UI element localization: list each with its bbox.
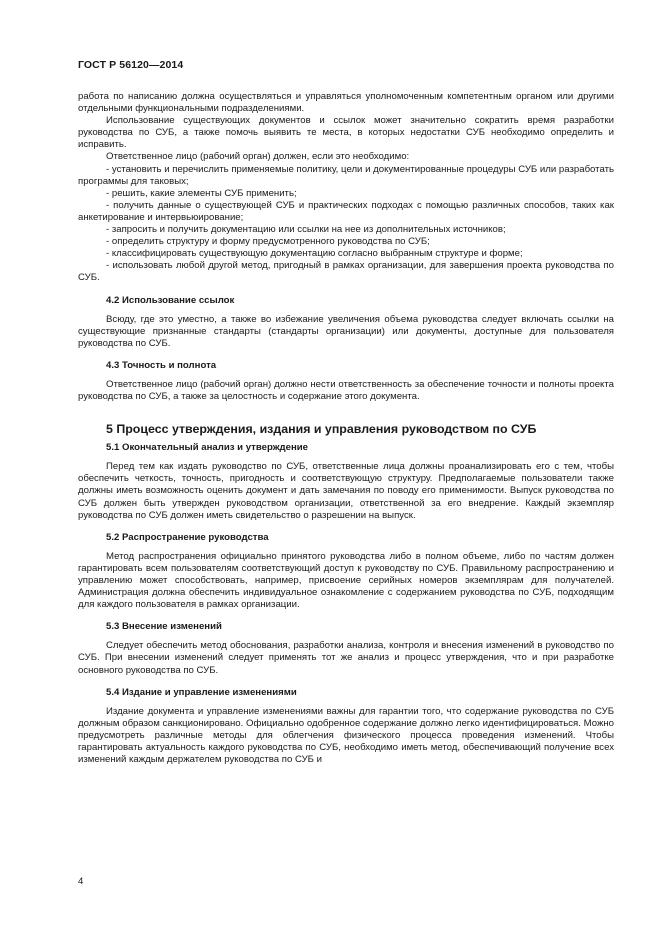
list-item: - определить структуру и форму предусмотренного руководства по СУБ; — [106, 236, 430, 248]
paragraph: Метод распространения официально принятого руководства либо в полном объеме, либо по частям должен гарантировать всем пользователям соответствующий доступ к руководству по СУБ. Правильному распространению и управлению может способствовать, например, присвоение серийных номеров экземплярам для получателей. Администрация должна обеспечить индивидуальное ознакомление с содержанием руководства по СУБ, подходящим для каждого пользователя в рамках организации. — [78, 550, 614, 611]
section-heading-5: 5 Процесс утверждения, издания и управления руководством по СУБ — [106, 422, 537, 437]
document-header: ГОСТ Р 56120—2014 — [78, 59, 184, 71]
section-heading-4-2: 4.2 Использование ссылок — [106, 294, 235, 306]
list-item: - использовать любой другой метод, пригодный в рамках организации, для завершения проекта руководства по СУБ. — [78, 260, 614, 284]
list-item: - получить данные о существующей СУБ и практических подходах с помощью различных способов, таких как анкетирование и интервьюирование; — [78, 199, 614, 223]
page-body — [78, 91, 614, 766]
paragraph: Ответственное лицо (рабочий орган) должен, если это необходимо: — [106, 151, 410, 163]
paragraph: Следует обеспечить метод обоснования, разработки анализа, контроля и внесения изменений в руководство по СУБ. При внесении изменений следует применять тот же анализ и процесс утверждения, что и при разработке основного руководства по СУБ. — [78, 640, 614, 676]
page-number: 4 — [78, 876, 84, 887]
section-heading-5-2: 5.2 Распространение руководства — [106, 531, 269, 543]
paragraph: Издание документа и управление изменениями важны для гарантии того, что содержание руководства по СУБ должным образом санкционировано. Официально одобренное содержание должно легко идентифицироваться. Можно предусмотреть различные методы для облегчения физического процесса проведения изменений. Чтобы гарантировать актуальность каждого руководства по СУБ, необходимо иметь метод, обеспечивающий получение всех изменений каждым держателем руководства по СУБ и — [78, 705, 614, 766]
paragraph: Всюду, где это уместно, а также во избежание увеличения объема руководства следует включать ссылки на существующие признанные стандарты (стандарты организации) или документы, доступные для пользователя руководства по СУБ. — [78, 313, 614, 349]
paragraph: работа по написанию должна осуществляться и управляться уполномоченным компетентным органом или другими отдельными функциональными подразделениями. — [78, 91, 614, 115]
list-item: - классифицировать существующую документацию согласно выбранным структуре и форме; — [106, 248, 523, 260]
paragraph: Перед тем как издать руководство по СУБ, ответственные лица должны проанализировать его с тем, чтобы обеспечить четкость, точность, пригодность и соответствующую структуру. Предполагаемые пользователи также должны иметь возможность оценить документ и дать замечания по поводу его применимости. Выпуск руководства по СУБ должен быть утвержден руководством организации, ответственной за его внедрение. Каждый экземпляр руководства по СУБ должен иметь свидетельство о разрешении на выпуск. — [78, 461, 614, 521]
list-item: - решить, какие элементы СУБ применить; — [106, 187, 297, 199]
section-heading-5-1: 5.1 Окончательный анализ и утверждение — [106, 442, 308, 454]
section-heading-5-3: 5.3 Внесение изменений — [106, 621, 222, 633]
section-heading-5-4: 5.4 Издание и управление изменениями — [106, 686, 297, 698]
list-item: - запросить и получить документацию или ссылки на нее из дополнительных источников; — [106, 224, 506, 236]
section-heading-4-3: 4.3 Точность и полнота — [106, 359, 217, 371]
list-item: - установить и перечислить применяемые политику, цели и документированные процедуры СУБ или разработать программы для таковых; — [78, 163, 614, 187]
paragraph: Использование существующих документов и ссылок может значительно сократить время разработки руководства по СУБ, а также помочь выявить те места, в которых недостатки СУБ необходимо определить и исправить. — [78, 115, 614, 151]
paragraph: Ответственное лицо (рабочий орган) должно нести ответственность за обеспечение точности и полноты проекта руководства по СУБ, а также за целостность и содержание этого документа. — [78, 378, 614, 403]
